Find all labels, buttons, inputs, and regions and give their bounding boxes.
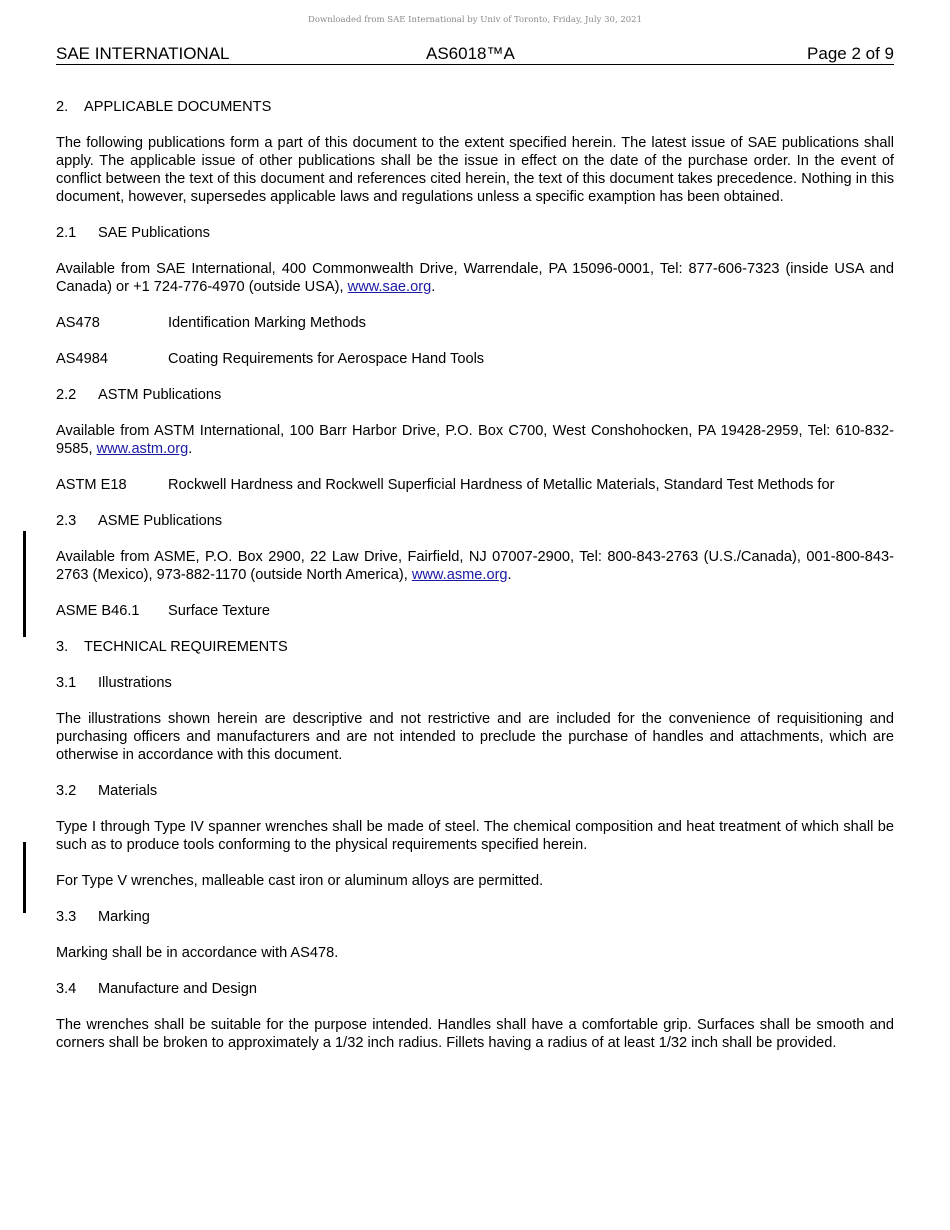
subsection-heading — [56, 386, 894, 404]
reference-item — [56, 350, 894, 368]
section-title: Manufacture and Design — [98, 981, 258, 997]
section-title: Materials — [98, 783, 158, 799]
section-number: 2.2 — [56, 387, 77, 403]
paragraph: For Type V wrenches, malleable cast iron or aluminum alloys are permitted. — [56, 873, 544, 889]
reference-item — [56, 602, 894, 620]
reference-code: AS4984 — [56, 351, 108, 367]
section-title: ASTM Publications — [98, 387, 222, 403]
revision-bar — [23, 842, 26, 913]
reference-code: ASME B46.1 — [56, 603, 140, 619]
paragraph-text: Available from ASME, P.O. Box 2900, 22 Law Drive, Fairfield, NJ 07007-2900, Tel: 800-843-2763 (U.S./Canada), 001-800-843-2763 (Mexico), 973-882-1170 (outside North America), — [56, 549, 894, 583]
page-header — [56, 44, 894, 65]
subsection-heading — [56, 980, 894, 998]
section-number: 2. — [56, 99, 69, 115]
page-number: Page 2 of 9 — [807, 44, 894, 63]
section-title: Marking — [98, 909, 150, 925]
paragraph: The following publications form a part of this document to the extent specified herein. The latest issue of SAE publications shall apply. The applicable issue of other publications shall be the issue in effect on the date of the purchase order. In the event of conflict between the text of this document and references cited herein, the text of this document takes precedence. Nothing in this document, however, supersedes applicable laws and regulations unless a specific examption has been obtained. — [56, 135, 894, 205]
section-number: 2.1 — [56, 225, 77, 241]
section-number: 3.4 — [56, 981, 77, 997]
paragraph: The wrenches shall be suitable for the purpose intended. Handles shall have a comfortable grip. Surfaces shall be smooth and corners shall be broken to approximately a 1/32 inch radius. Fillets having a radius of at least 1/32 inch shall be provided. — [56, 1017, 894, 1051]
section-title: TECHNICAL REQUIREMENTS — [84, 639, 288, 655]
section-number: 3.2 — [56, 783, 77, 799]
reference-item — [56, 476, 894, 494]
paragraph: Type I through Type IV spanner wrenches shall be made of steel. The chemical composition and heat treatment of which shall be such as to produce tools conforming to the physical requirements specified herein. — [56, 819, 894, 853]
paragraph-text: Available from ASTM International, 100 Barr Harbor Drive, P.O. Box C700, West Conshohocken, PA 19428-2959, Tel: 610-832-9585, — [56, 423, 894, 457]
reference-title: Rockwell Hardness and Rockwell Superficial Hardness of Metallic Materials, Standard Test Methods for — [168, 477, 835, 493]
section-number: 2.3 — [56, 513, 77, 529]
section-title: SAE Publications — [98, 225, 210, 241]
sae-link[interactable]: www.sae.org — [347, 279, 432, 295]
paragraph-text: Available from SAE International, 400 Commonwealth Drive, Warrendale, PA 15096-0001, Tel: 877-606-7323 (inside USA and Canada) or +1 724-776-4970 (outside USA), — [56, 261, 894, 295]
reference-code: AS478 — [56, 315, 100, 331]
paragraph: Available from SAE International, 400 Commonwealth Drive, Warrendale, PA 15096-0001, Tel: 877-606-7323 (inside USA and Canada) or +1 724-776-4970 (outside USA), www.sae.org. — [56, 261, 894, 295]
reference-item — [56, 314, 894, 332]
reference-title: Surface Texture — [168, 603, 270, 619]
revision-bar — [23, 531, 26, 637]
astm-link[interactable]: www.astm.org — [96, 441, 189, 457]
reference-title: Identification Marking Methods — [168, 315, 366, 331]
asme-link[interactable]: www.asme.org — [411, 567, 508, 583]
subsection-heading — [56, 512, 894, 530]
paragraph: Available from ASTM International, 100 Barr Harbor Drive, P.O. Box C700, West Conshohocken, PA 19428-2959, Tel: 610-832-9585, www.astm.org. — [56, 423, 894, 457]
reference-title: Coating Requirements for Aerospace Hand Tools — [168, 351, 485, 367]
section-number: 3. — [56, 639, 69, 655]
section-title: Illustrations — [98, 675, 172, 691]
subsection-heading — [56, 782, 894, 800]
download-watermark: Downloaded from SAE International by Univ of Toronto, Friday, July 30, 2021 — [308, 15, 642, 25]
subsection-heading — [56, 674, 894, 692]
paragraph: Available from ASME, P.O. Box 2900, 22 Law Drive, Fairfield, NJ 07007-2900, Tel: 800-843-2763 (U.S./Canada), 001-800-843-2763 (Mexico), 973-882-1170 (outside North America), www.asme.org. — [56, 549, 894, 583]
subsection-heading — [56, 908, 894, 926]
subsection-heading — [56, 224, 894, 242]
document-number: AS6018™A — [426, 44, 515, 63]
document-body — [56, 98, 894, 1070]
paragraph: The illustrations shown herein are descriptive and not restrictive and are included for the convenience of requisitioning and purchasing officers and manufacturers and are not intended to preclude the purchase of handles and attachments, which are otherwise in accordance with this document. — [56, 711, 894, 763]
publisher-name: SAE INTERNATIONAL — [56, 44, 230, 63]
section-heading — [56, 638, 894, 656]
section-number: 3.3 — [56, 909, 77, 925]
section-heading — [56, 98, 894, 116]
section-title: APPLICABLE DOCUMENTS — [84, 99, 272, 115]
paragraph: Marking shall be in accordance with AS478. — [56, 945, 339, 961]
section-number: 3.1 — [56, 675, 77, 691]
reference-code: ASTM E18 — [56, 477, 127, 493]
section-title: ASME Publications — [98, 513, 223, 529]
